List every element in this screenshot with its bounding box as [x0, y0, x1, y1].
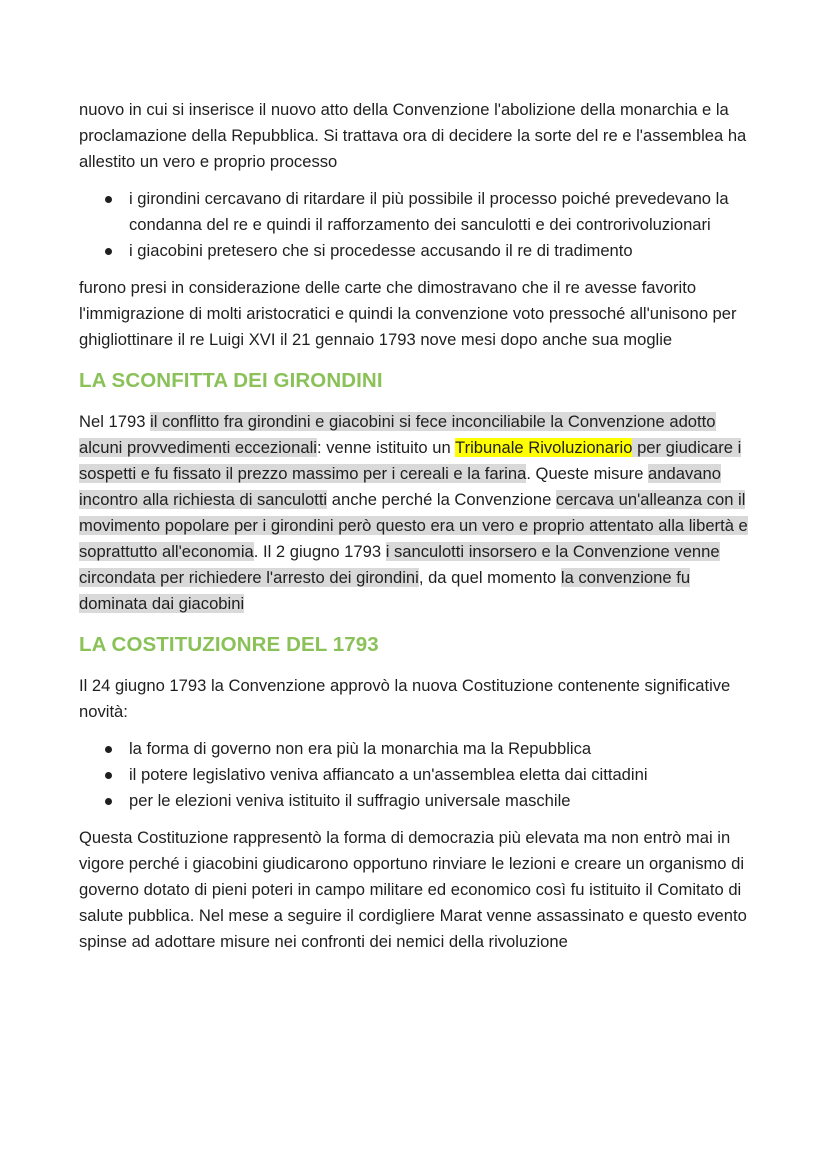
list-item: il potere legislativo veniva affiancato a un'assemblea eletta dai cittadini: [79, 762, 759, 788]
yellow-highlight: Tribunale Rivoluzionario: [455, 438, 633, 457]
costituzione-intro: Il 24 giugno 1793 la Convenzione approvò la nuova Costituzione contenente significative novità:: [79, 676, 731, 721]
list-item: per le elezioni veniva istituito il suffragio universale maschile: [79, 788, 759, 814]
gray-highlight: i sanculotti insorsero e la Convenzione venne circondata per richiedere l'arresto dei girondini: [79, 542, 720, 587]
girondini-paragraph: Nel 1793 il conflitto fra girondini e giacobini si fece inconciliabile la Convenzione adotto alcuni provvedimenti eccezionali: venne istituito un Tribunale Rivoluzionario per giudicare i sospetti e fu fissato il prezzo massimo per i cereali e la farina. Queste misure andavano incontro alla richiesta di sanculotti anche perché la Convenzione cercava un'alleanza con il movimento popolare per i girondini però questo era un vero e proprio attentato alla libertà e soprattutto all'economia. Il 2 giugno 1793 i sanculotti insorsero e la Convenzione venne circondata per richiedere l'arresto dei girondini, da quel momento la convenzione fu dominata dai giacobini: [79, 412, 748, 613]
list-item: i girondini cercavano di ritardare il più possibile il processo poiché prevedevano la condanna del re e quindi il rafforzamento dei sanculotti e dei controrivoluzionari: [79, 186, 759, 238]
bullet-icon: [105, 746, 112, 753]
bullet-icon: [105, 772, 112, 779]
section-heading-costituzione: LA COSTITUZIONRE DEL 1793: [79, 633, 379, 656]
gray-highlight: la convenzione fu dominata dai giacobini: [79, 568, 691, 613]
verdict-paragraph: furono presi in considerazione delle carte che dimostravano che il re avesse favorito l'immigrazione di molti aristocratici e quindi la convenzione voto pressoché all'unisono per ghigliottinare il re Luigi XVI il 21 gennaio 1793 nove mesi dopo anche sua moglie: [79, 278, 737, 349]
document-body: [79, 97, 759, 955]
gray-highlight: cercava un'alleanza con il movimento popolare per i girondini però questo era un vero e proprio attentato alla libertà e soprattutto all'economia: [79, 490, 748, 561]
costituzione-novita-list: [79, 736, 759, 814]
bullet-icon: [105, 798, 112, 805]
gray-highlight: il conflitto fra girondini e giacobini si fece inconciliabile la Convenzione adotto alcuni provvedimenti eccezionali: [79, 412, 716, 457]
gray-highlight: andavano incontro alla richiesta di sanculotti: [79, 464, 721, 509]
bullet-icon: [105, 248, 112, 255]
intro-paragraph: nuovo in cui si inserisce il nuovo atto della Convenzione l'abolizione della monarchia e la proclamazione della Repubblica. Si trattava ora di decidere la sorte del re e l'assemblea ha allestito un vero e proprio processo: [79, 100, 747, 171]
trial-positions-list: [79, 186, 759, 264]
bullet-icon: [105, 196, 112, 203]
gray-highlight: per giudicare i sospetti e fu fissato il prezzo massimo per i cereali e la farina: [79, 438, 742, 483]
list-item: i giacobini pretesero che si procedesse accusando il re di tradimento: [79, 238, 759, 264]
list-item: la forma di governo non era più la monarchia ma la Repubblica: [79, 736, 759, 762]
costituzione-closing: Questa Costituzione rappresentò la forma di democrazia più elevata ma non entrò mai in vigore perché i giacobini giudicarono opportuno rinviare le lezioni e creare un organismo di governo dotato di pieni poteri in campo militare ed economico così fu istituito il Comitato di salute pubblica. Nel mese a seguire il cordigliere Marat venne assassinato e questo evento spinse ad adottare misure nei confronti dei nemici della rivoluzione: [79, 828, 747, 951]
section-heading-girondini: LA SCONFITTA DEI GIRONDINI: [79, 369, 383, 392]
